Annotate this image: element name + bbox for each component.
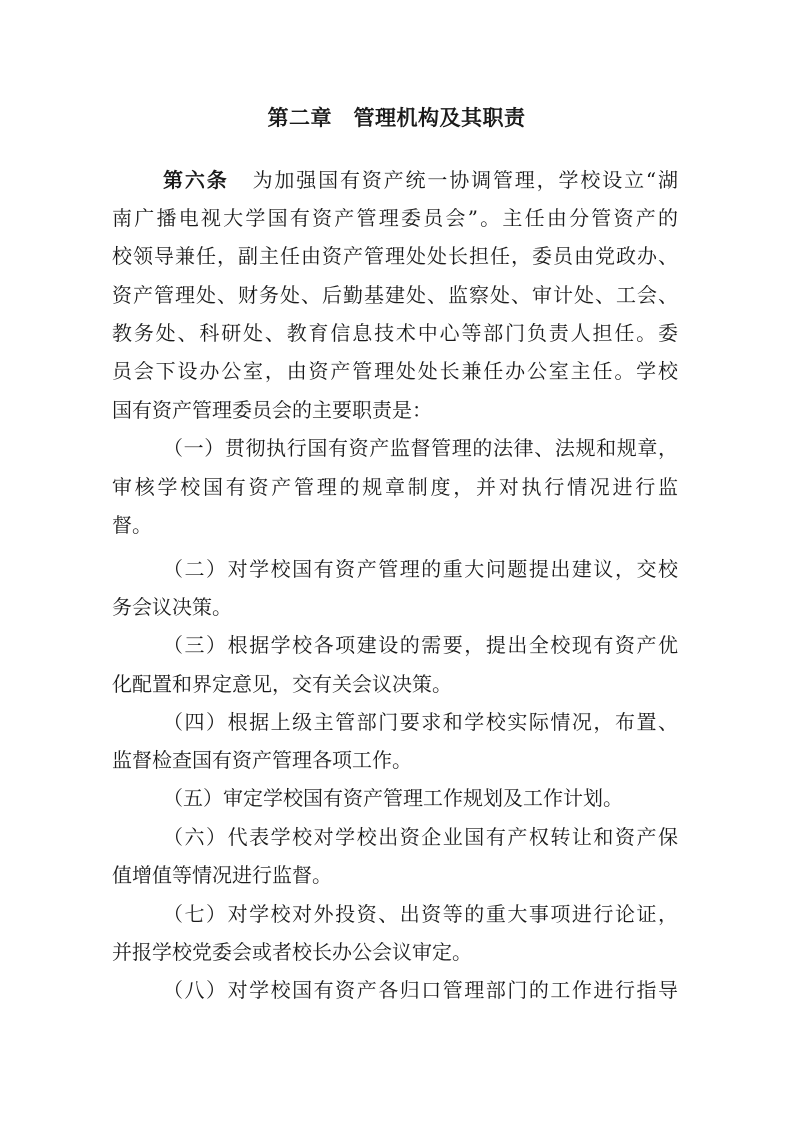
- article-line-6: 员会下设办公室，由资产管理处处长兼任办公室主任。学校: [112, 359, 678, 383]
- item-2-line-1: （二）对学校国有资产管理的重大问题提出建议，交校: [163, 557, 678, 581]
- article-line-7: 国有资产管理委员会的主要职责是：: [112, 398, 432, 422]
- article-line-1: [163, 166, 678, 194]
- item-1-line-1: （一）贯彻执行国有资产监督管理的法律、法规和规章，: [163, 436, 678, 460]
- item-4-line-2: 监督检查国有资产管理各项工作。: [112, 748, 412, 772]
- article-line-4: 资产管理处、财务处、后勤基建处、监察处、审计处、工会、: [112, 283, 678, 307]
- article-label: 第六条: [163, 168, 229, 192]
- article-line-2: 南广播电视大学国有资产管理委员会”。主任由分管资产的: [112, 206, 678, 230]
- item-4-line-1: （四）根据上级主管部门要求和学校实际情况，布置、: [163, 710, 678, 734]
- item-7-line-1: （七）对学校对外投资、出资等的重大事项进行论证，: [163, 902, 678, 926]
- item-3-line-1: （三）根据学校各项建设的需要，提出全校现有资产优: [163, 633, 678, 657]
- item-3-line-2: 化配置和界定意见，交有关会议决策。: [112, 672, 452, 696]
- article-line-5: 教务处、科研处、教育信息技术中心等部门负责人担任。委: [112, 321, 678, 345]
- article-line-3: 校领导兼任，副主任由资产管理处处长担任，委员由党政办、: [112, 244, 678, 268]
- item-7-line-2: 并报学校党委会或者校长办公会议审定。: [112, 940, 472, 964]
- chapter-title: 第二章 管理机构及其职责: [267, 106, 526, 130]
- item-1-line-3: 督。: [112, 513, 152, 537]
- item-6-line-1: （六）代表学校对学校出资企业国有产权转让和资产保: [163, 825, 678, 849]
- article-text: 为加强国有资产统一协调管理，学校设立“湖: [252, 168, 678, 192]
- item-6-line-2: 值增值等情况进行监督。: [112, 863, 332, 887]
- item-2-line-2: 务会议决策。: [112, 595, 232, 619]
- item-8-line-1: （八）对学校国有资产各归口管理部门的工作进行指导: [163, 978, 678, 1002]
- item-1-line-2: 审核学校国有资产管理的规章制度，并对执行情况进行监: [112, 475, 678, 499]
- item-5-line-1: （五）审定学校国有资产管理工作规划及工作计划。: [163, 786, 623, 810]
